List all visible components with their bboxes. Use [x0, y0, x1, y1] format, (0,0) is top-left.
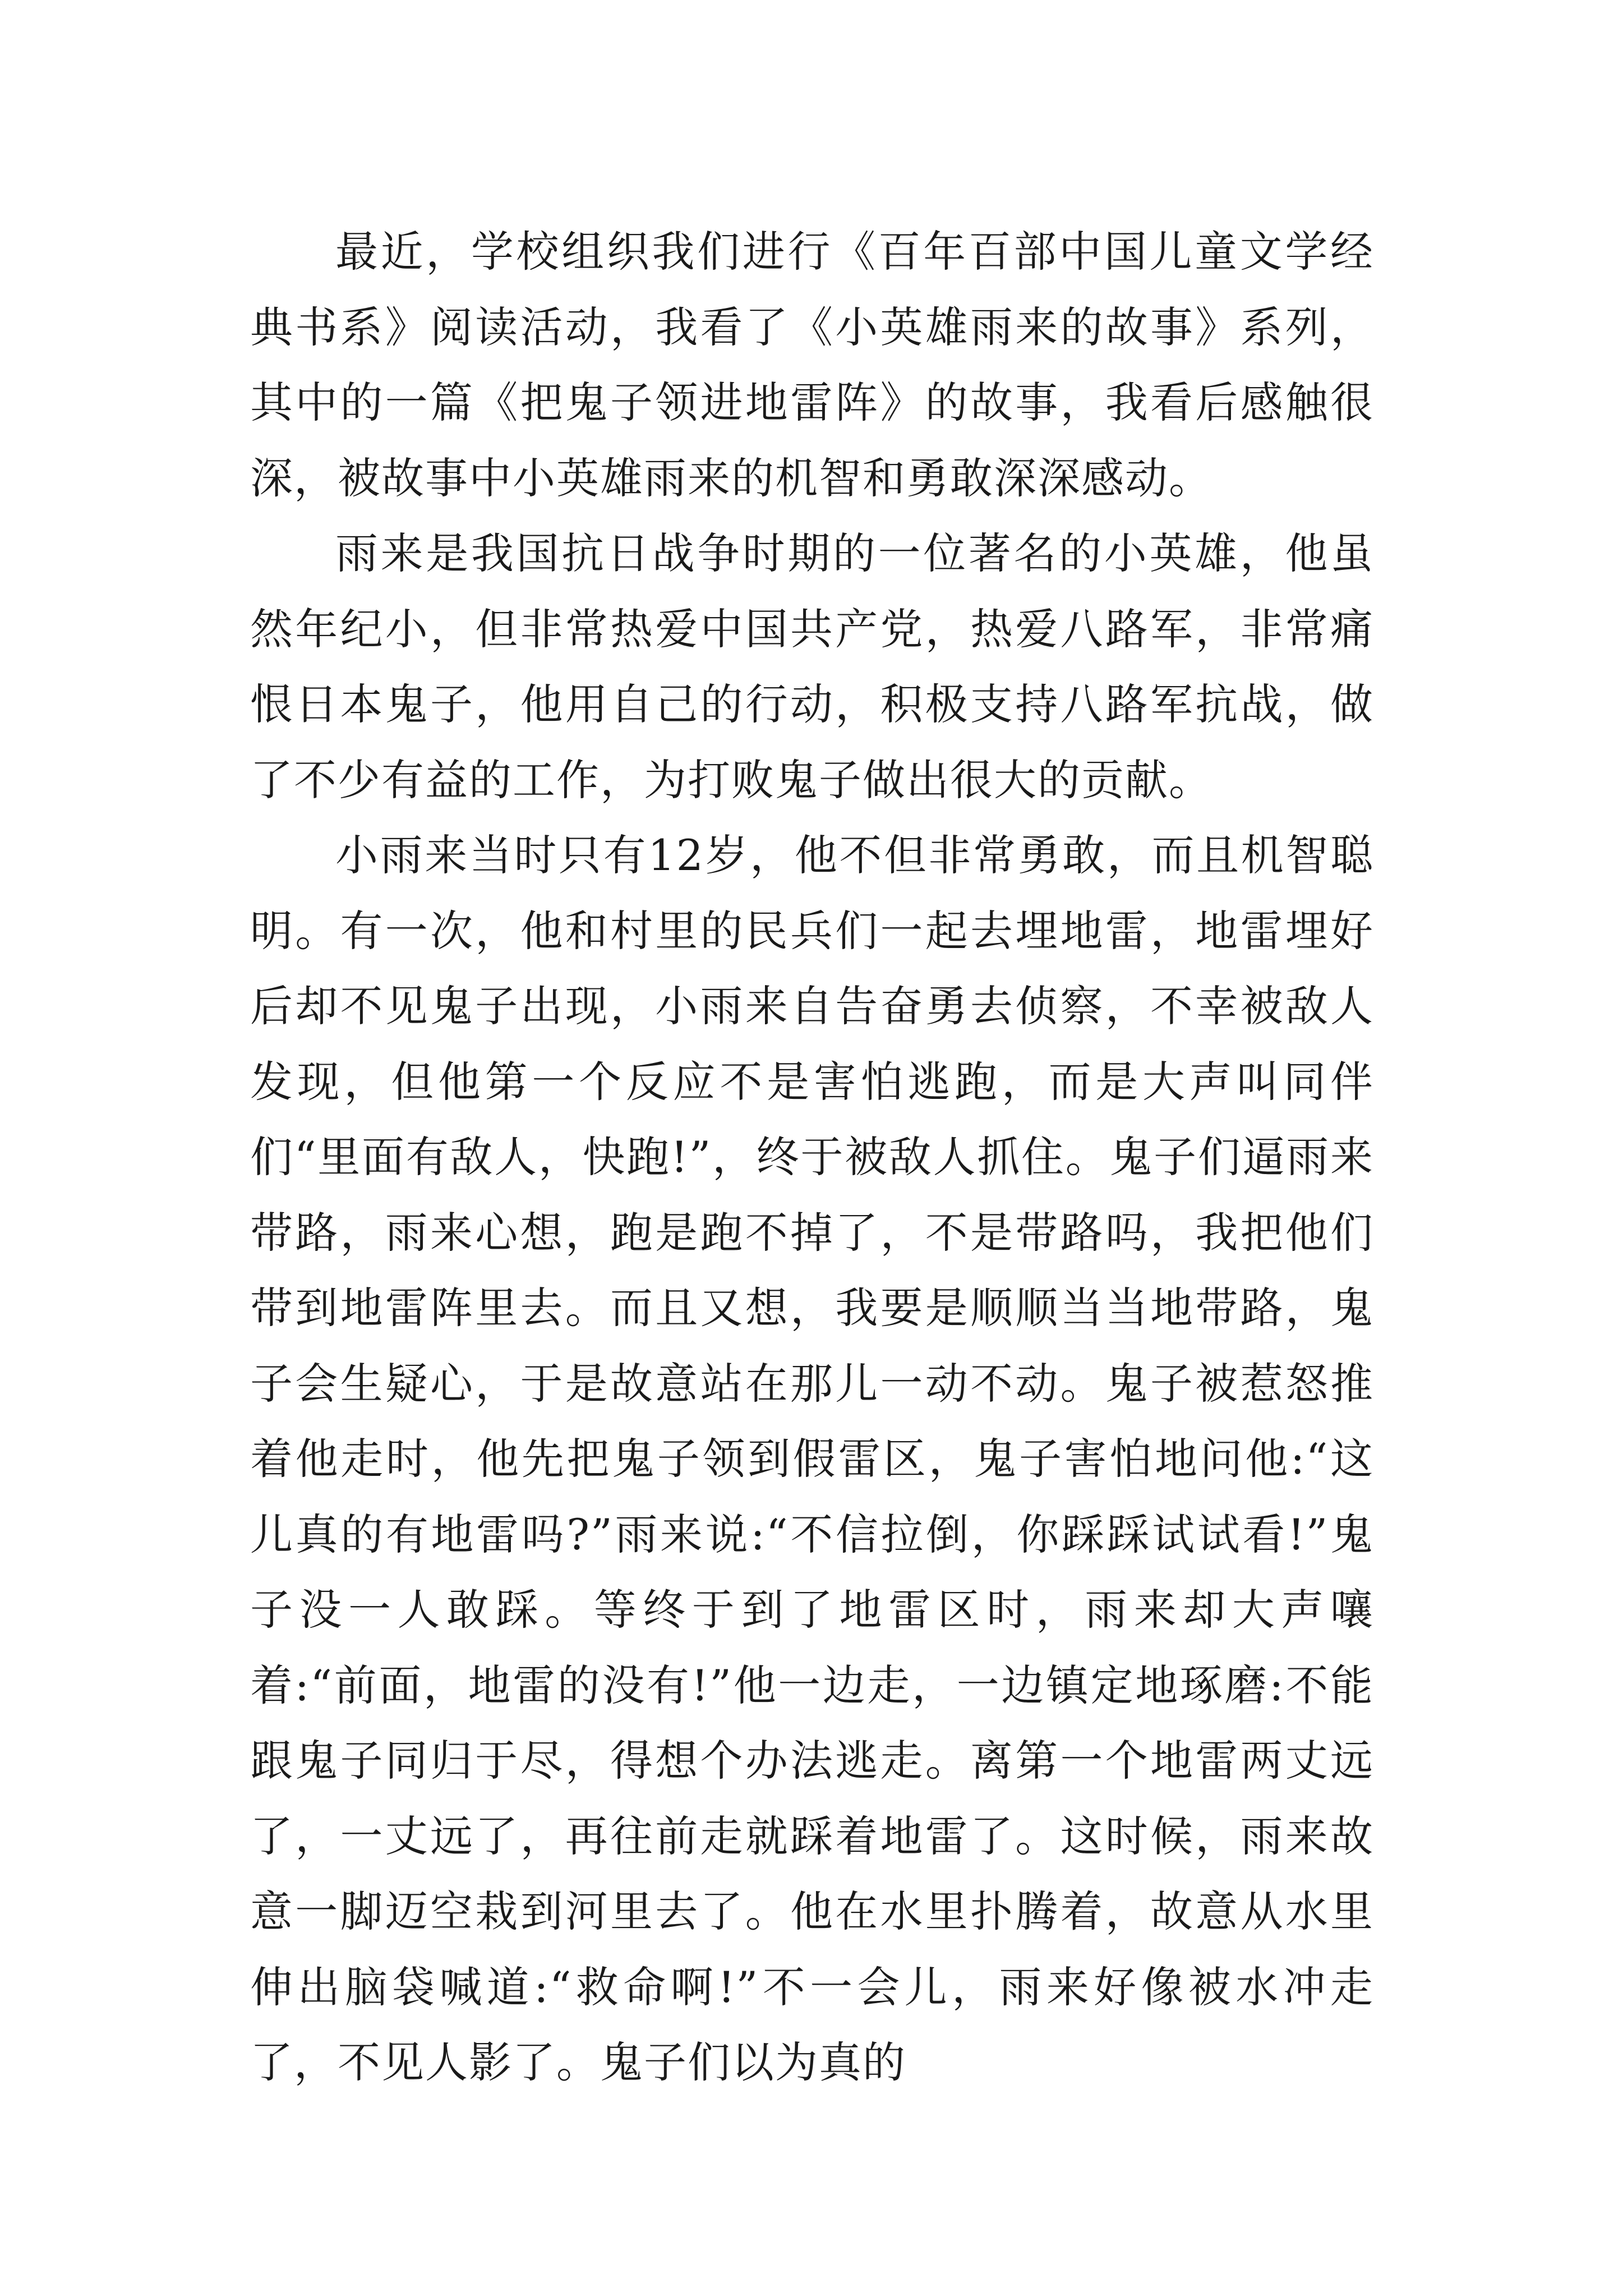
document-body — [250, 214, 1374, 2101]
paragraph-2: 雨来是我国抗日战争时期的一位著名的小英雄，他虽然年纪小，但非常热爱中国共产党，热爱八路军，非常痛恨日本鬼子，他用自己的行动，积极支持八路军抗战，做了不少有益的工作，为打败鬼子做出很大的贡献。 — [250, 528, 1374, 805]
paragraph-3: 小雨来当时只有12岁，他不但非常勇敢，而且机智聪明。有一次，他和村里的民兵们一起去埋地雷，地雷埋好后却不见鬼子出现，小雨来自告奋勇去侦察，不幸被敌人发现，但他第一个反应不是害怕逃跑，而是大声叫同伴们“里面有敌人，快跑!”，终于被敌人抓住。鬼子们逼雨来带路，雨来心想，跑是跑不掉了，不是带路吗，我把他们带到地雷阵里去。而且又想，我要是顺顺当当地带路，鬼子会生疑心，于是故意站在那儿一动不动。鬼子被惹怒推着他走时，他先把鬼子领到假雷区，鬼子害怕地问他:“这儿真的有地雷吗?”雨来说:“不信拉倒，你踩踩试试看!”鬼子没一人敢踩。等终于到了地雷区时，雨来却大声嚷着:“前面，地雷的没有!”他一边走，一边镇定地琢磨:不能跟鬼子同归于尽，得想个办法逃走。离第一个地雷两丈远了，一丈远了，再往前走就踩着地雷了。这时候，雨来故意一脚迈空栽到河里去了。他在水里扑腾着，故意从水里伸出脑袋喊道:“救命啊!”不一会儿，雨来好像被水冲走了，不见人影了。鬼子们以为真的 — [250, 830, 1374, 2087]
paragraph-1: 最近，学校组织我们进行《百年百部中国儿童文学经典书系》阅读活动，我看了《小英雄雨来的故事》系列，其中的一篇《把鬼子领进地雷阵》的故事，我看后感触很深，被故事中小英雄雨来的机智和勇敢深深感动。 — [250, 227, 1374, 503]
